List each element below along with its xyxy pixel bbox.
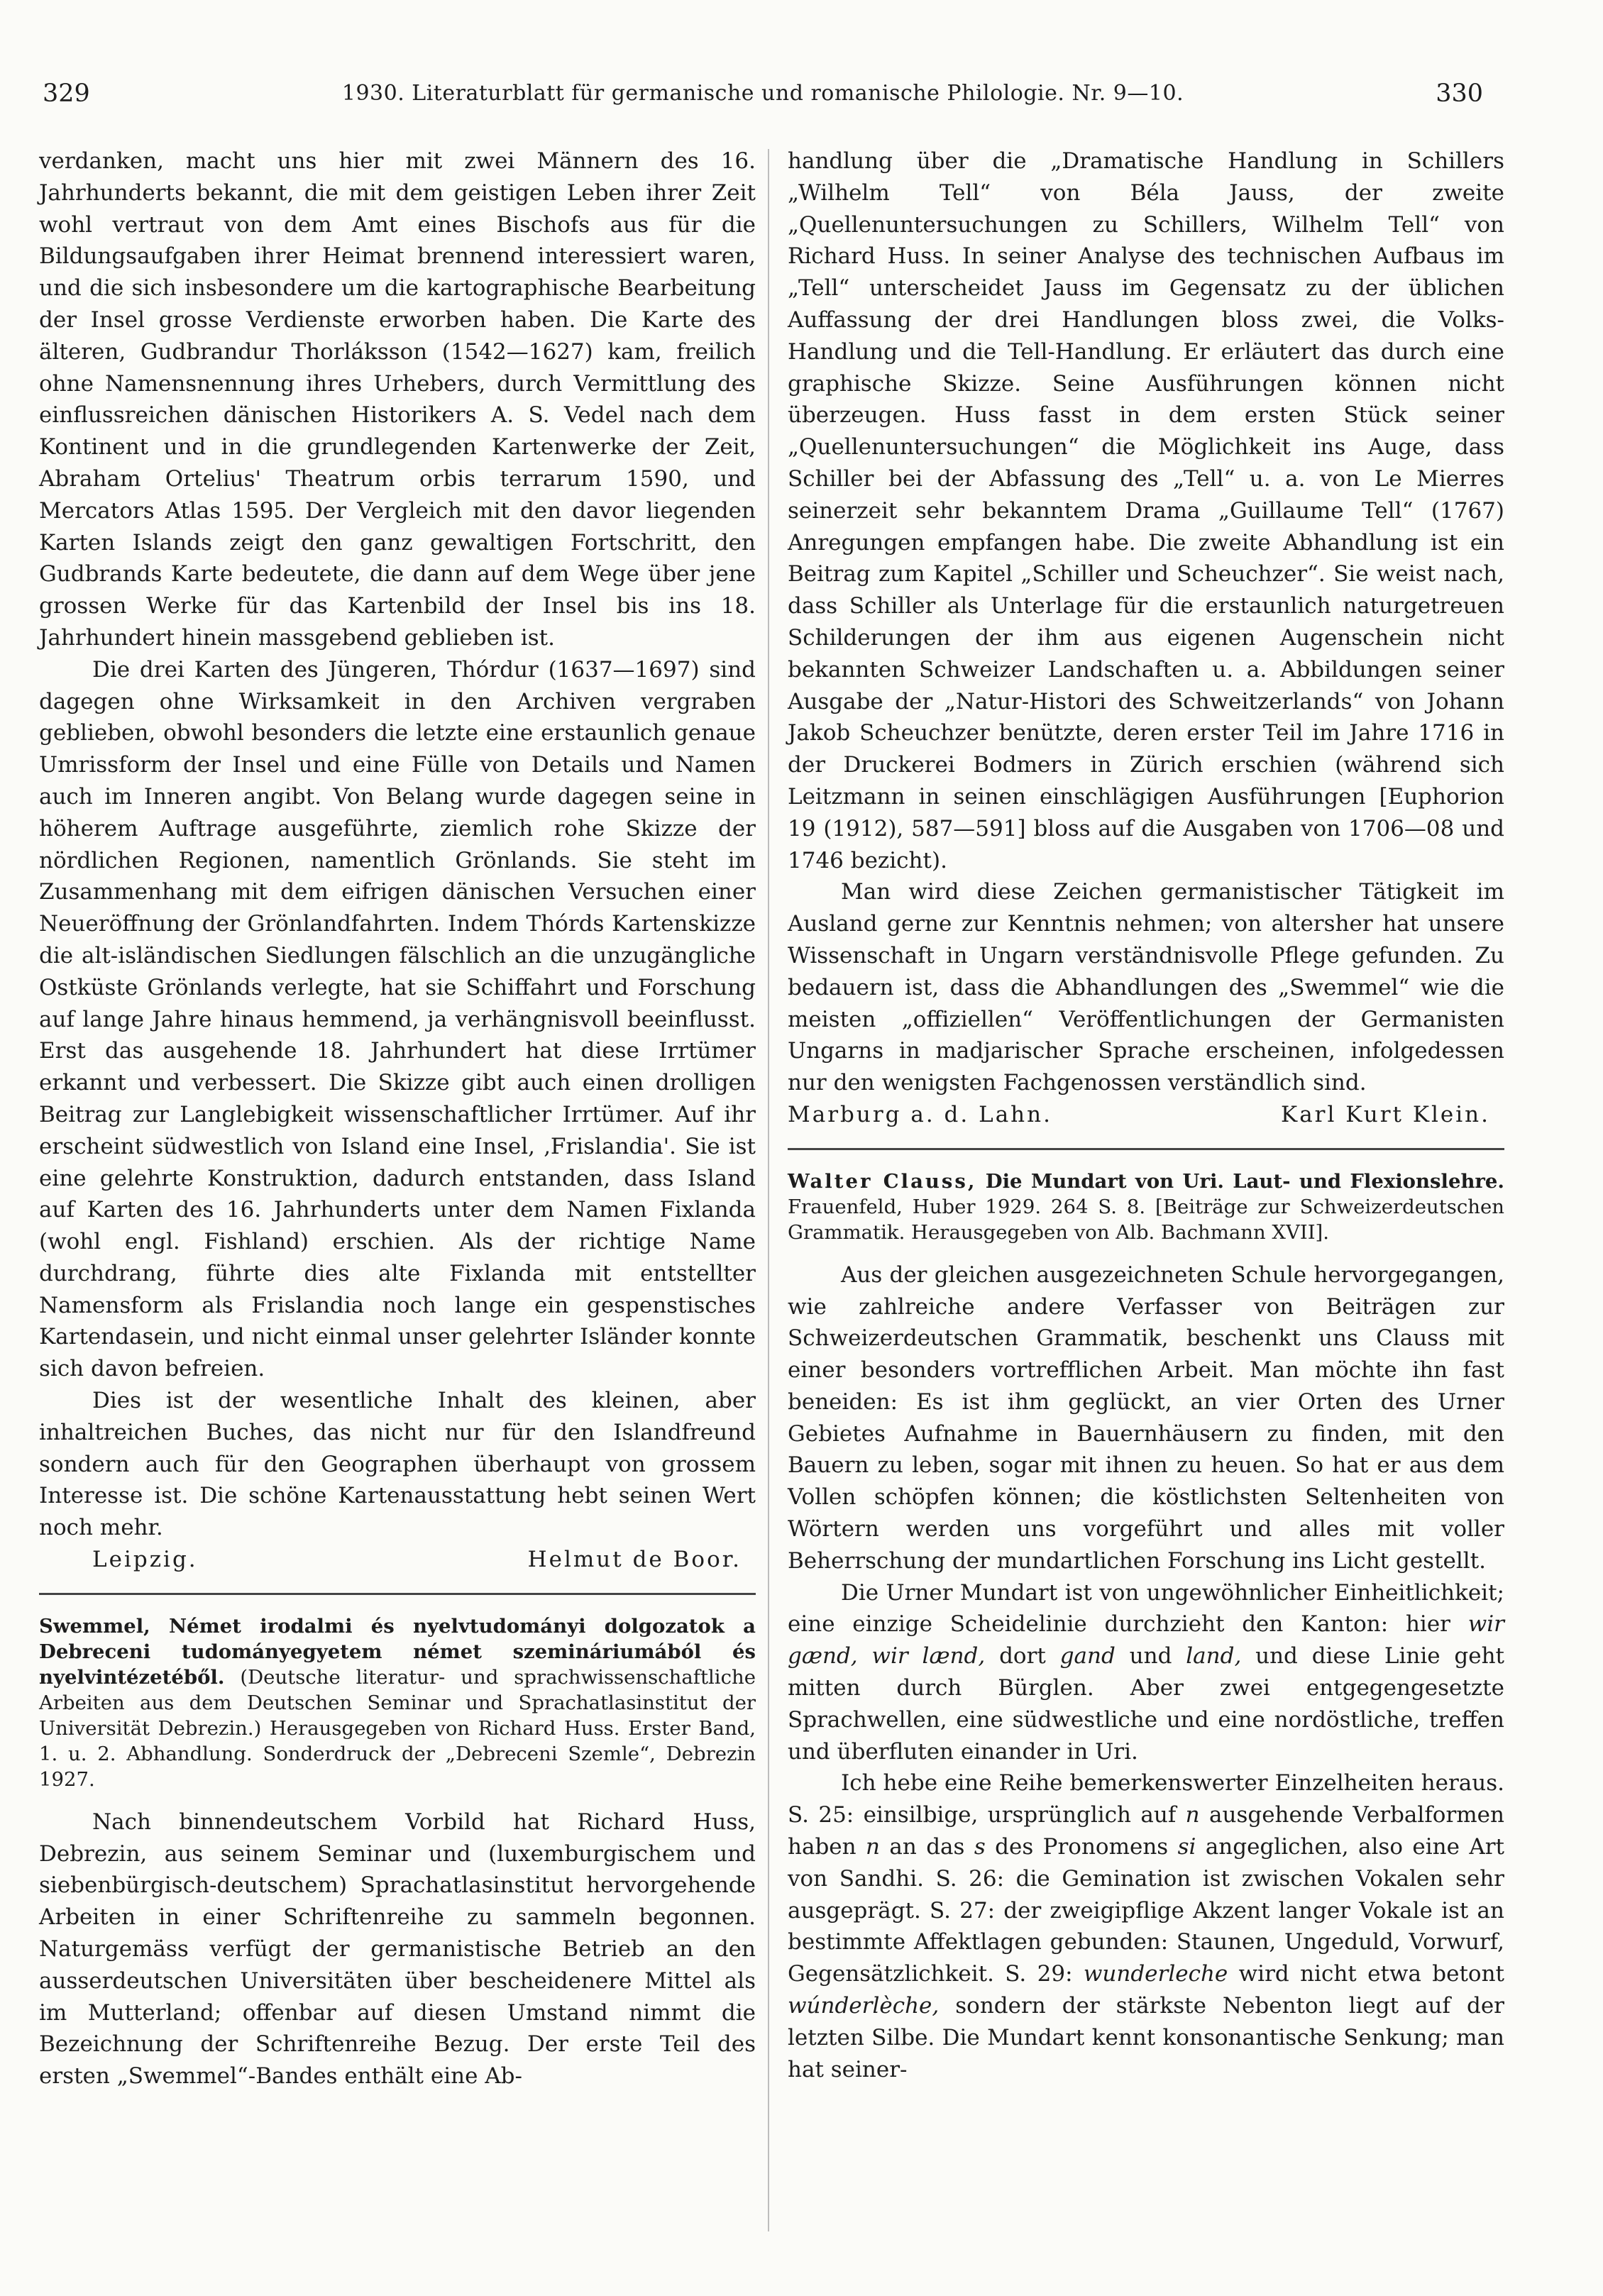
page-number-left: 329 xyxy=(43,79,90,108)
left-column xyxy=(39,145,756,2092)
text-run: sondern der stärkste Nebenton liegt auf der letzten Silbe. Die Mundart kennt konsonantische Senkung; man hat seiner- xyxy=(788,1993,1504,2082)
right-column xyxy=(788,145,1504,2085)
paragraph xyxy=(788,1767,1504,2085)
review-bibliography: (Deutsche literatur- und sprachwissenschaftliche Arbeiten aus dem Deutschen Seminar und Sprachatlasinstitut der Universität Debrezin.) Herausgegeben von Richard Huss. Erster Band, 1. u. 2. Abhandlung. Sonderdruck der „Debreceni Szemle“, Debrezin 1927. xyxy=(39,1665,756,1791)
running-header xyxy=(43,79,1483,122)
journal-title: 1930. Literaturblatt für germanische und romanische Philologie. Nr. 9—10. xyxy=(341,81,1184,106)
page-number-right: 330 xyxy=(1436,79,1483,108)
signature-author: Helmut de Boor. xyxy=(527,1547,742,1573)
paragraph: handlung über die „Dramatische Handlung in Schillers „Wilhelm Tell“ von Béla Jauss, der zweite „Quellenuntersuchungen zu Schillers, Wilhelm Tell“ von Richard Huss. In seiner Analyse des technischen Aufbaus im „Tell“ unterscheidet Jauss im Gegensatz zu der üblichen Auffassung der drei Handlungen bloss zwei, die Volks-Handlung und die Tell-Handlung. Er erläutert das durch eine graphische Skizze. Seine Ausführungen können nicht überzeugen. Huss fasst in dem ersten Stück seiner „Quellenuntersuchungen“ die Möglichkeit ins Auge, dass Schiller bei der Abfassung des „Tell“ u. a. von Le Mierres seinerzeit sehr bekanntem Drama „Guillaume Tell“ (1767) Anregungen empfangen habe. Die zweite Abhandlung ist ein Beitrag zum Kapitel „Schiller und Scheuchzer“. Sie weist nach, dass Schiller als Unterlage für die erstaunlich naturgetreuen Schilderungen der ihm aus eigenen Augenschein nicht bekannten Schweizer Landschaften u. a. Abbildungen seiner Ausgabe der „Natur-Histori des Schweitzerlands“ von Johann Jakob Scheuchzer benützte, deren erster Teil im Jahre 1716 in der Druckerei Bodmers in Zürich erschien (während sich Leitzmann in seinen einschlägigen Ausführungen [Euphorion 19 (1912), 587—591] bloss auf die Ausgaben von 1706—08 und 1746 bezicht). xyxy=(788,148,1504,873)
paragraph: Nach binnendeutschem Vorbild hat Richard Huss, Debrezin, aus seinem Seminar und (luxemburgischem und siebenbürgisch-deutschem) Sprachatlasinstitut hervorgehende Arbeiten in einer Schriftenreihe zu sammeln begonnen. Naturgemäss verfügt der germanistische Betrieb an den ausserdeutschen Universitäten über bescheidenere Mittel als im Mutterland; offenbar auf diesen Umstand nimmt die Bezeichnung der Schriftenreihe Bezug. Der erste Teil des ersten „Swemmel“-Bandes enthält eine Ab- xyxy=(39,1809,756,2090)
text-run: Ich hebe eine Reihe bemerkenswerter Einzelheiten heraus. S. 25: einsilbige, ursprünglich auf xyxy=(788,1770,1504,1828)
paragraph: Aus der gleichen ausgezeichneten Schule hervorgegangen, wie zahlreiche andere Verfasser von Beiträgen zur Schweizerdeutschen Grammatik, beschenkt uns Clauss mit einer besonders vortrefflichen Arbeit. Man möchte ihn fast beneiden: Es ist ihm geglückt, an vier Orten des Urner Gebietes Aufnahme in Bauernhäusern zu finden, mit den Bauern zu leben, sogar mit ihnen zu heuen. So hat er aus dem Vollen schöpfen können; die köstlichsten Seltenheiten von Wörtern werden uns vorgeführt und alles mit voller Beherrschung der mundartlichen Forschung ins Licht gestellt. xyxy=(788,1262,1504,1574)
italic-example: n xyxy=(1185,1802,1200,1828)
text-run: wird nicht etwa betont xyxy=(1228,1961,1504,1987)
italic-example: gand xyxy=(1059,1643,1116,1669)
paragraph: verdanken, macht uns hier mit zwei Männern des 16. Jahrhunderts bekannt, die mit dem geistigen Leben ihrer Zeit wohl vertraut von dem Amt eines Bischofs aus für die Bildungsaufgaben ihrer Heimat brennend interessiert waren, und die sich insbesondere um die kartographische Bearbeitung der Insel grosse Verdienste erworben haben. Die Karte des älteren, Gudbrandur Thorláksson (1542—1627) kam, freilich ohne Namensnennung ihres Urhebers, durch Vermittlung des einflussreichen dänischen Historikers A. S. Vedel nach dem Kontinent und in die grundlegenden Kartenwerke der Zeit, Abraham Ortelius' Theatrum orbis terrarum 1590, und Mercators Atlas 1595. Der Vergleich mit den davor liegenden Karten Islands zeigt den ganz gewaltigen Fortschritt, den Gudbrands Karte bedeutete, die dann auf dem Wege über jene grossen Werke für das Kartenbild der Insel bis ins 18. Jahrhundert hinein massgebend geblieben ist. xyxy=(39,148,756,651)
review-heading xyxy=(788,1169,1504,1245)
paragraph: Man wird diese Zeichen germanistischer Tätigkeit im Ausland gerne zur Kenntnis nehmen; von altersher hat unsere Wissenschaft in Ungarn verständnisvolle Pflege gefunden. Zu bedauern ist, dass die Abhandlungen des „Swemmel“ wie die meisten „offiziellen“ Veröffentlichungen der Germanisten Ungarns in madjarischer Sprache erscheinen, infolgedessen nur den wenigsten Fachgenossen verständlich sind. xyxy=(788,879,1504,1096)
italic-example: n xyxy=(866,1834,880,1860)
paragraph: Die drei Karten des Jüngeren, Thórdur (1637—1697) sind dagegen ohne Wirksamkeit in den Archiven vergraben geblieben, obwohl besonders die letzte eine erstaunlich genaue Umrissform der Insel und eine Fülle von Details und Namen auch im Inneren angibt. Von Belang wurde dagegen seine in höherem Auftrage ausgeführte, ziemlich rohe Skizze der nördlichen Regionen, namentlich Grönlands. Sie steht im Zusammenhang mit dem eifrigen dänischen Versuchen einer Neueröffnung der Grönlandfahrten. Indem Thórds Kartenskizze die alt-isländischen Siedlungen fälschlich an die unzugängliche Ostküste Grönlands verlegte, hat sie Schiffahrt und Forschung auf lange Jahre hinaus hemmend, ja verhängnisvoll beeinflusst. Erst das ausgehende 18. Jahrhundert hat diese Irrtümer erkannt und verbessert. Die Skizze gibt auch einen drolligen Beitrag zur Langlebigkeit wissenschaftlicher Irrtümer. Auf ihr erscheint südwestlich von Island eine Insel, ‚Frislandia'. Sie ist eine gelehrte Konstruktion, dadurch entstanden, dass Island auf Karten des 16. Jahrhunderts unter dem Namen Fixlanda (wohl engl. Fishland) erschien. Als der richtige Name durchdrang, führte dies alte Fixlanda mit entstellter Namensform als Frislandia noch lange ein gespenstisches Kartendasein, und nicht einmal unser gelehrter Isländer konnte sich davon befreien. xyxy=(39,656,756,1382)
text-run: und diese Linie geht mitten durch Bürglen. Aber zwei entgegengesetzte Sprachwellen, eine südwestliche und eine nordöstliche, treffen und überfluten einander in Uri. xyxy=(788,1643,1505,1765)
text-run: an das xyxy=(879,1834,974,1860)
section-rule xyxy=(39,1593,756,1595)
paragraph xyxy=(788,1577,1504,1768)
signature xyxy=(788,1099,1504,1131)
text-run: ausgehende Verbalformen haben xyxy=(788,1802,1504,1860)
paragraph: Dies ist der wesentliche Inhalt des kleinen, aber inhaltreichen Buches, das nicht nur für den Islandfreund sondern auch für den Geographen überhaupt von grossem Interesse ist. Die schöne Kartenausstattung hebt seinen Wert noch mehr. xyxy=(39,1388,756,1541)
section-rule xyxy=(788,1148,1504,1150)
italic-example: land, xyxy=(1186,1643,1242,1669)
italic-example: s xyxy=(974,1834,986,1860)
italic-example: wir gænd, wir lænd, xyxy=(788,1611,1504,1669)
text-run: und xyxy=(1115,1643,1186,1669)
italic-example: wunderleche xyxy=(1083,1961,1228,1987)
signature-place: Leipzig. xyxy=(92,1547,198,1573)
review-heading xyxy=(39,1613,756,1792)
text-run: des Pronomens xyxy=(985,1834,1178,1860)
signature xyxy=(39,1544,756,1576)
italic-example: si xyxy=(1177,1834,1196,1860)
column-divider xyxy=(768,149,769,2231)
review-author: Walter Clauss, xyxy=(788,1169,977,1193)
text-run: dort xyxy=(985,1643,1060,1669)
italic-example: wúnderlèche, xyxy=(788,1993,940,2019)
review-bibliography: Frauenfeld, Huber 1929. 264 S. 8. [Beiträge zur Schweizerdeutschen Grammatik. Herausgegeben von Alb. Bachmann XVII]. xyxy=(788,1195,1504,1244)
text-run: Die Urner Mundart ist von ungewöhnlicher Einheitlichkeit; eine einzige Scheidelinie durchzieht den Kanton: hier xyxy=(788,1579,1504,1638)
review-title: Die Mundart von Uri. Laut- und Flexionslehre. xyxy=(976,1169,1504,1193)
review-title: Swemmel, Német irodalmi és nyelvtudományi dolgozatok a Debreceni tudományegyetem német szemináriumából és nyelvintézetéből. xyxy=(39,1614,756,1689)
signature-place: Marburg a. d. Lahn. xyxy=(788,1101,1052,1127)
signature-author: Karl Kurt Klein. xyxy=(1281,1101,1490,1127)
text-run: angeglichen, also eine Art von Sandhi. S. 26: die Gemination ist zwischen Vokalen sehr ausgeprägt. S. 27: der zweigipflige Akzent langer Vokale ist an bestimmte Affektlagen gebunden: Staunen, Ungeduld, Vorwurf, Gegensätzlichkeit. S. 29: xyxy=(788,1834,1504,1987)
